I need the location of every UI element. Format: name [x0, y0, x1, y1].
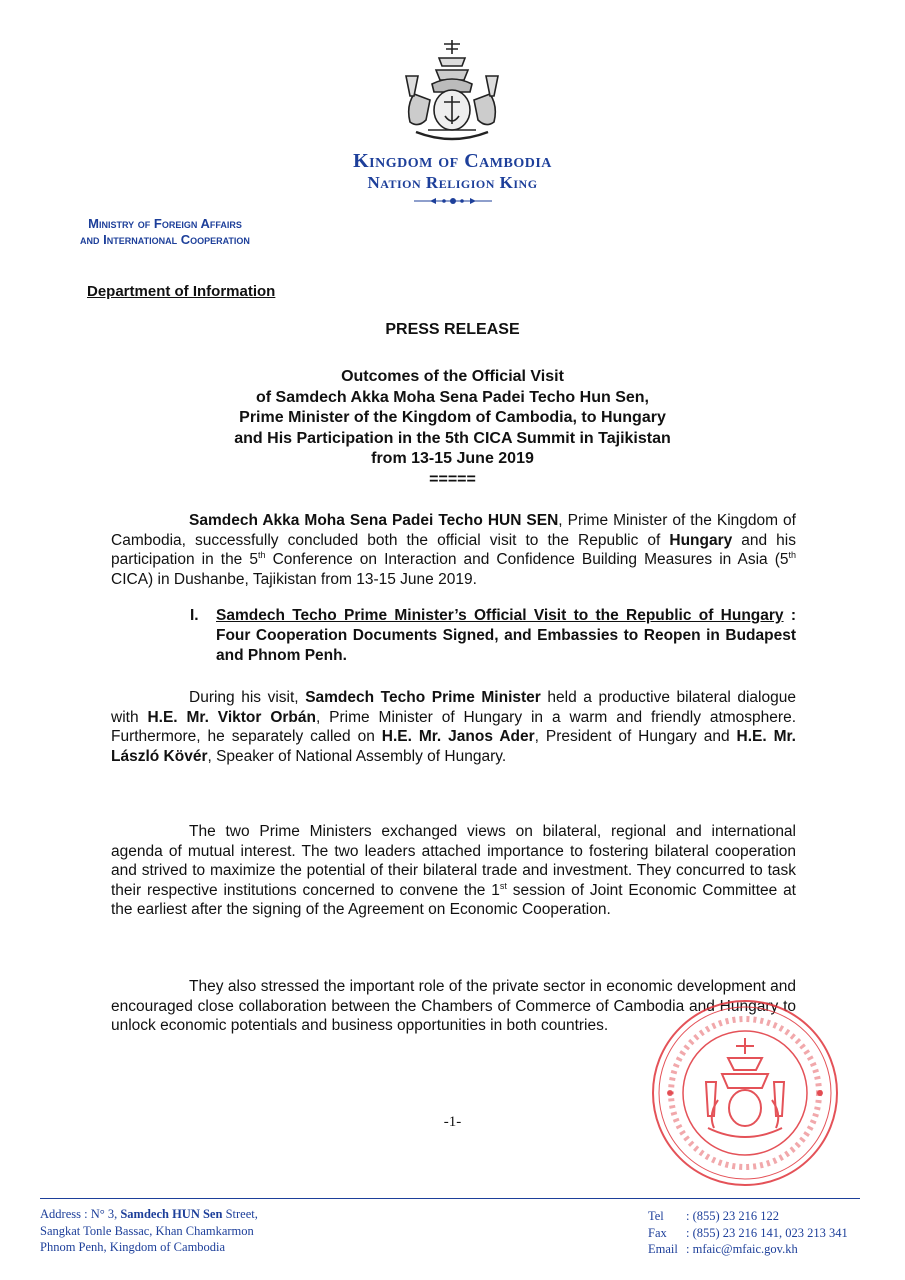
- text: , Speaker of National Assembly of Hungary.: [207, 747, 507, 765]
- paragraph-intro: [111, 511, 796, 589]
- superscript: st: [499, 880, 507, 891]
- footer-contact: [648, 1208, 848, 1258]
- tel-value: : (855) 23 216 122: [686, 1209, 780, 1223]
- text: CICA) in Dushanbe, Tajikistan from 13-15 June 2019.: [111, 570, 477, 588]
- address-line-2: Sangkat Tonle Bassac, Khan Chamkarmon: [40, 1223, 254, 1238]
- bold-text: H.E. Mr. Viktor Orbán: [147, 708, 316, 726]
- bold-text: H.E. Mr. Janos Ader: [381, 728, 535, 745]
- email-value: : mfaic@mfaic.gov.kh: [686, 1242, 798, 1256]
- address-street-name: Samdech HUN Sen: [120, 1207, 223, 1221]
- text: Conference on Interaction and Confidence Building Measures in Asia (5: [265, 551, 789, 568]
- royal-coat-of-arms-icon: [392, 36, 512, 148]
- bold-text: Samdech Techo Prime Minister: [305, 689, 541, 706]
- footer-address: [40, 1206, 258, 1256]
- text: held a productive bilateral dialogue with: [111, 689, 796, 726]
- press-release-heading: PRESS RELEASE: [385, 321, 520, 338]
- section-number: I.: [190, 607, 199, 624]
- email-label: Email: [648, 1242, 678, 1256]
- address-line-3: Phnom Penh, Kingdom of Cambodia: [40, 1240, 226, 1254]
- superscript: th: [788, 549, 796, 560]
- text: , Prime Minister of the Kingdom of Cambodia, successfully concluded both the official visit to the Republic of: [111, 512, 796, 549]
- page-number: -1-: [443, 1114, 462, 1130]
- official-seal-stamp-icon: [648, 996, 842, 1190]
- text: session of Joint Economic Committee at the earliest after the signing of the Agreement on Economic Cooperation.: [111, 881, 796, 918]
- address-suffix: Street,: [222, 1207, 258, 1221]
- ministry-line-1: Ministry of Foreign Affairs: [88, 216, 242, 231]
- department-name: Department of Information: [87, 283, 276, 300]
- paragraph-private-sector: They also stressed the important role of the private sector in economic development and encouraged close collaboration between the Chambers of Commerce of Cambodia and Hungary to unlock economic potentials and business opportunities in both countries.: [111, 978, 796, 1034]
- section-title-rest: : Four Cooperation Documents Signed, and Embassies to Reopen in Budapest and Phnom Penh.: [216, 607, 797, 664]
- text: , President of Hungary and: [534, 728, 737, 745]
- title-line: Outcomes of the Official Visit: [341, 368, 564, 385]
- pm-name: Samdech Akka Moha Sena Padei Techo HUN SEN: [189, 512, 559, 529]
- document-title: [120, 367, 785, 490]
- ornament-divider-icon: [412, 196, 494, 206]
- superscript: th: [258, 549, 266, 560]
- section-title-underlined: Samdech Techo Prime Minister’s Official Visit to the Republic of Hungary: [216, 607, 784, 624]
- paragraph-visit: [111, 688, 796, 766]
- kingdom-heading: [0, 150, 905, 194]
- title-line: of Samdech Akka Moha Sena Padei Techo Hun Sen,: [256, 388, 649, 406]
- text: The two Prime Ministers exchanged views on bilateral, regional and international agenda of mutual interest. The two leaders attached importance to fostering bilateral cooperation and strived to maximize the potential of their bilateral trade and investment. They concurred to task their respective institutions concerned to convene the 1: [111, 823, 796, 899]
- bold-text: H.E. Mr. László Kövér: [111, 728, 796, 765]
- national-motto: Nation Religion King: [367, 173, 538, 192]
- ministry-line-2: and International Cooperation: [80, 232, 250, 247]
- footer-divider: [40, 1198, 860, 1199]
- fax-value: : (855) 23 216 141, 023 213 341: [686, 1225, 848, 1240]
- tel-label: Tel: [648, 1209, 664, 1223]
- title-separator: =====: [429, 470, 476, 488]
- text: and his participation in the 5: [111, 531, 796, 568]
- text: , Prime Minister of Hungary in a warm and friendly atmosphere. Furthermore, he separately called on: [111, 708, 796, 745]
- text: During his visit,: [189, 689, 306, 706]
- ministry-name: [40, 216, 290, 248]
- section-heading-1: [190, 606, 796, 666]
- title-line: from 13-15 June 2019: [371, 450, 534, 467]
- hungary-bold: Hungary: [669, 531, 733, 549]
- title-line: Prime Minister of the Kingdom of Cambodia, to Hungary: [239, 409, 666, 426]
- kingdom-name: Kingdom of Cambodia: [353, 150, 552, 172]
- paragraph-agenda: [111, 822, 796, 920]
- title-line: and His Participation in the 5th CICA Summit in Tajikistan: [234, 429, 671, 447]
- address-prefix: Address : N° 3,: [40, 1207, 121, 1221]
- fax-label: Fax: [648, 1225, 667, 1240]
